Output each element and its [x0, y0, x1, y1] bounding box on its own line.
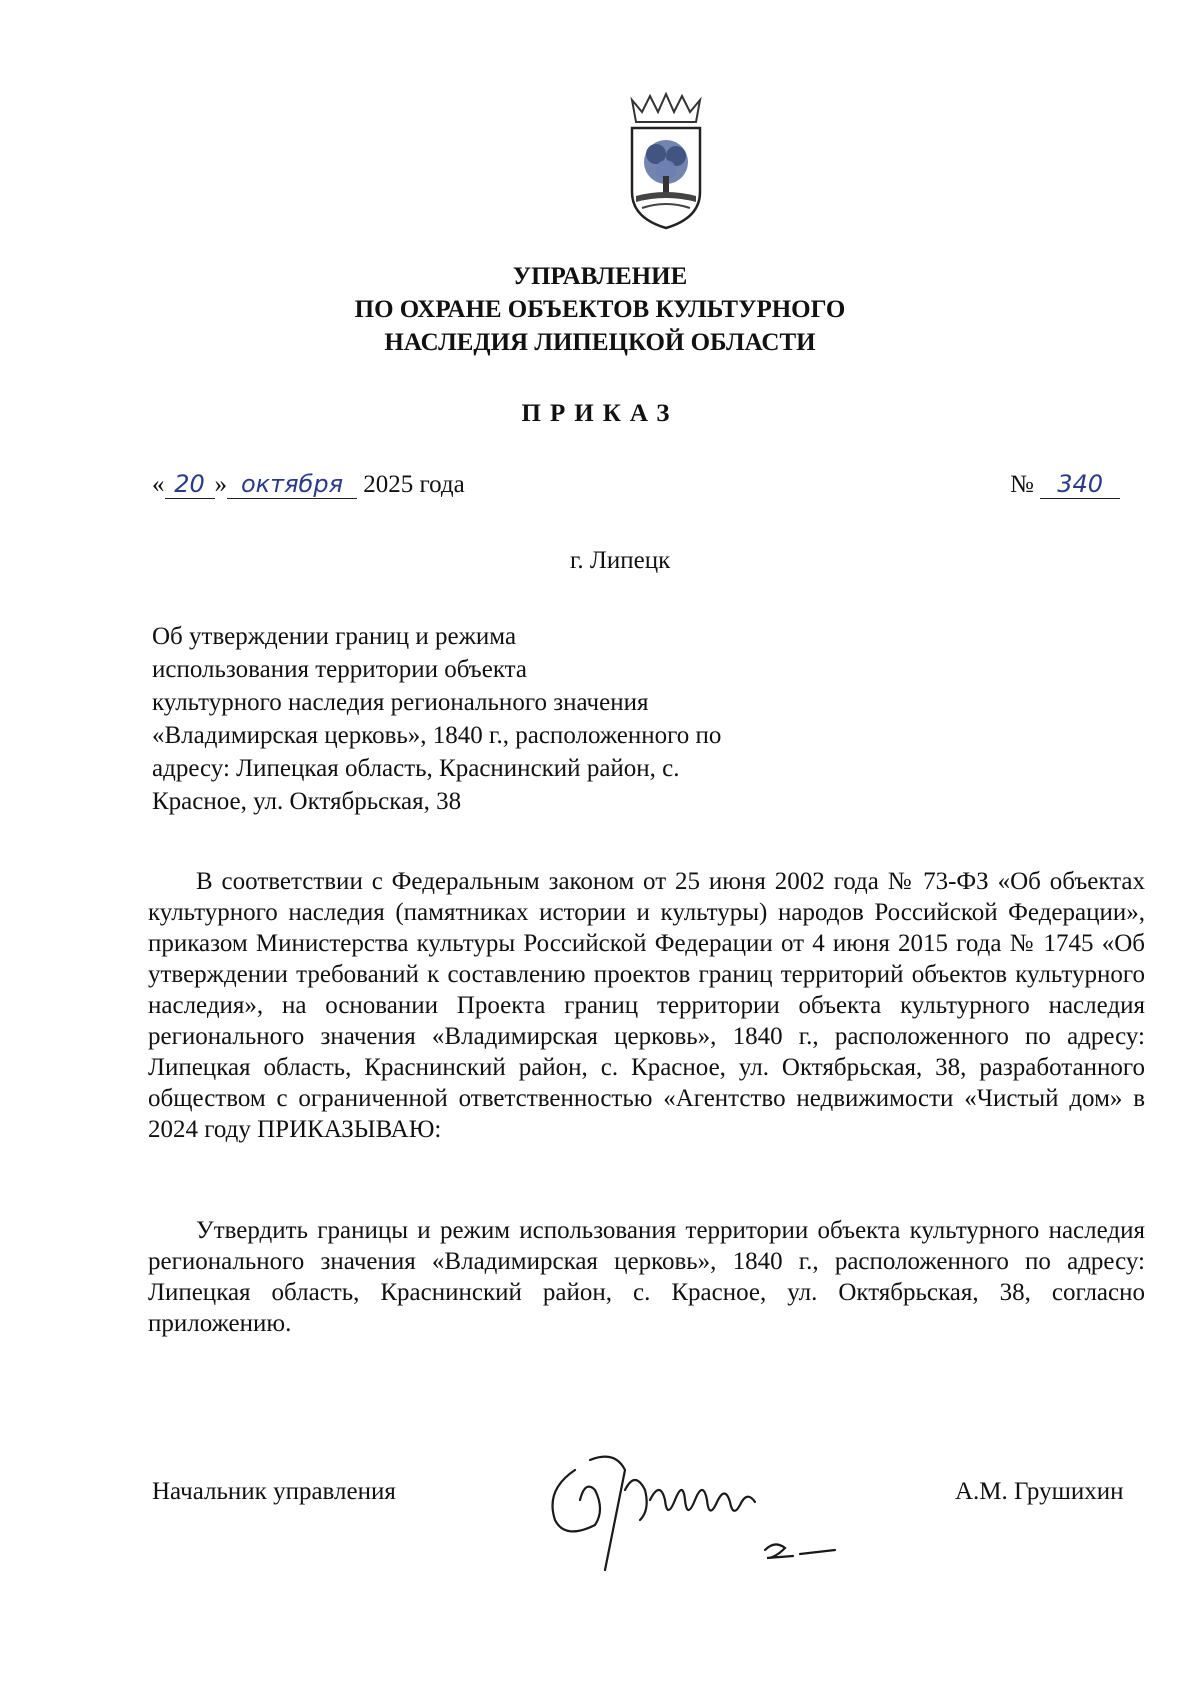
date-year: 2025 года [363, 471, 465, 498]
signatory-position: Начальник управления [152, 1478, 396, 1505]
order-date [152, 470, 465, 499]
subject-line: адресу: Липецкая область, Краснинский район, с. [152, 755, 680, 782]
date-quote-open: « [152, 471, 165, 498]
signatory-name: А.М. Грушихин [955, 1478, 1124, 1505]
city: г. Липецк [570, 547, 671, 574]
order-number [1010, 470, 1120, 499]
preamble-text: В соответствии с Федеральным законом от 25 июня 2002 года № 73-ФЗ «Об объектах культурного наследия (памятниках истории и культуры) народов Российской Федерации», приказом Министерства культуры Российской Федерации от 4 июня 2015 года № 1745 «Об утверждении требований к составлению проектов границ территорий объектов культурного наследия», на основании Проекта границ территории объекта культурного наследия регионального значения «Владимирская церковь», 1840 г., расположенного по адресу: Липецкая область, Краснинский район, с. Красное, ул. Октябрьская, 38, разработанного обществом с ограниченной ответственностью «Агентство недвижимости «Чистый дом» в 2024 году ПРИКАЗЫВАЮ: [148, 868, 1145, 1143]
document-type-title: ПРИКАЗ [521, 400, 679, 427]
preamble-paragraph [148, 866, 1145, 1145]
subject-line: использования территории объекта [152, 656, 527, 683]
subject-line: культурного наследия регионального значения [152, 689, 649, 716]
date-day: 20 [165, 470, 215, 499]
organization-name [200, 260, 1000, 359]
date-month: октября [227, 470, 357, 499]
subject-line: «Владимирская церковь», 1840 г., расположенного по [152, 722, 722, 749]
number-value: 340 [1040, 470, 1120, 499]
handwritten-signature [535, 1430, 855, 1580]
org-line: ПО ОХРАНЕ ОБЪЕКТОВ КУЛЬТУРНОГО [354, 296, 846, 323]
subject-line: Красное, ул. Октябрьская, 38 [152, 788, 462, 815]
subject-line: Об утверждении границ и режима [152, 623, 517, 650]
decision-paragraph [148, 1215, 1145, 1339]
org-line: УПРАВЛЕНИЕ [512, 263, 688, 290]
number-label: № [1010, 471, 1034, 498]
org-line: НАСЛЕДИЯ ЛИПЕЦКОЙ ОБЛАСТИ [384, 329, 816, 356]
order-subject [152, 620, 792, 818]
date-quote-close: » [214, 471, 227, 498]
decision-text: Утвердить границы и режим использования территории объекта культурного наследия регионального значения «Владимирская церковь», 1840 г., расположенного по адресу: Липецкая область, Краснинский район, с. Красное, ул. Октябрьская, 38, согласно приложению. [148, 1217, 1145, 1337]
coat-of-arms-emblem [622, 92, 710, 232]
